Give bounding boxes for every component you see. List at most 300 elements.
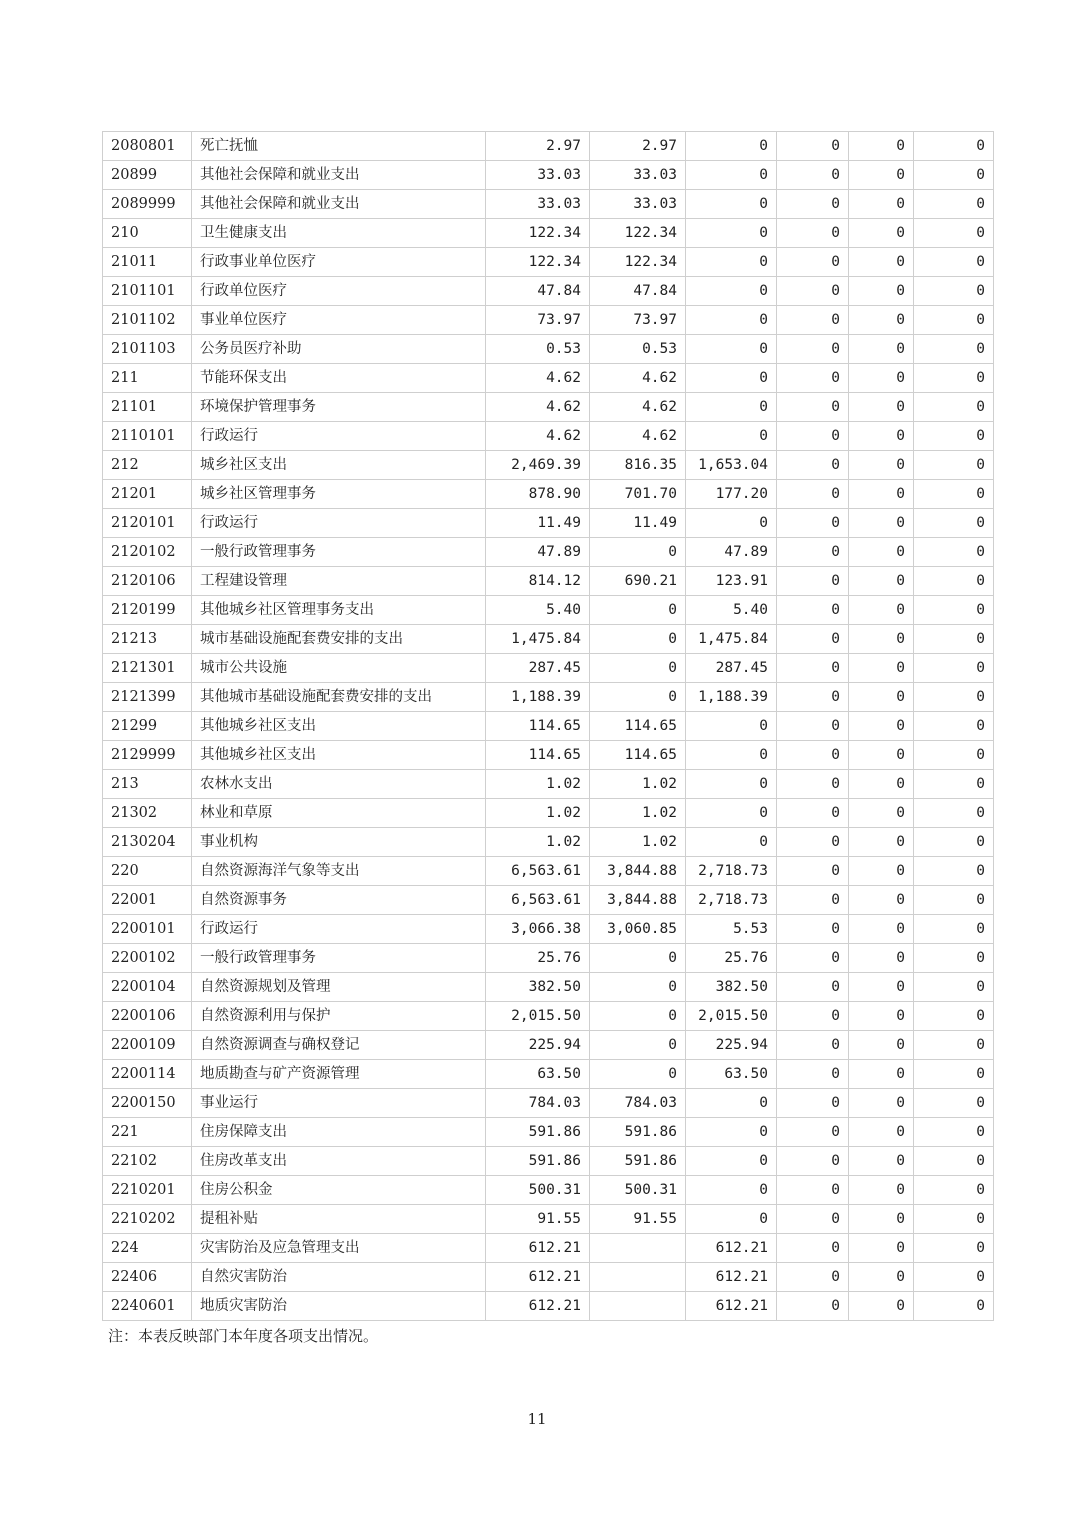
basic-expenditure-cell: 47.84 xyxy=(590,277,686,306)
basic-expenditure-cell: 591.86 xyxy=(590,1118,686,1147)
other-cell-2: 0 xyxy=(849,915,914,944)
item-name-cell: 其他城乡社区支出 xyxy=(192,741,486,770)
other-cell-1: 0 xyxy=(777,857,849,886)
basic-expenditure-cell: 122.34 xyxy=(590,219,686,248)
account-code-cell: 2240601 xyxy=(103,1292,192,1321)
table-row xyxy=(103,770,994,799)
item-name-cell: 城市基础设施配套费安排的支出 xyxy=(192,625,486,654)
total-cell: 4.62 xyxy=(486,422,590,451)
account-code-cell: 21299 xyxy=(103,712,192,741)
account-code-cell: 2130204 xyxy=(103,828,192,857)
project-expenditure-cell: 0 xyxy=(686,799,777,828)
project-expenditure-cell: 0 xyxy=(686,741,777,770)
item-name-cell: 环境保护管理事务 xyxy=(192,393,486,422)
other-cell-3: 0 xyxy=(914,886,994,915)
other-cell-3: 0 xyxy=(914,1205,994,1234)
other-cell-1: 0 xyxy=(777,973,849,1002)
basic-expenditure-cell: 114.65 xyxy=(590,741,686,770)
other-cell-1: 0 xyxy=(777,393,849,422)
total-cell: 122.34 xyxy=(486,248,590,277)
total-cell: 91.55 xyxy=(486,1205,590,1234)
account-code-cell: 2121301 xyxy=(103,654,192,683)
other-cell-3: 0 xyxy=(914,190,994,219)
table-row xyxy=(103,1292,994,1321)
other-cell-3: 0 xyxy=(914,799,994,828)
other-cell-2: 0 xyxy=(849,335,914,364)
table-row xyxy=(103,1263,994,1292)
other-cell-1: 0 xyxy=(777,132,849,161)
project-expenditure-cell: 0 xyxy=(686,509,777,538)
basic-expenditure-cell: 11.49 xyxy=(590,509,686,538)
project-expenditure-cell: 0 xyxy=(686,1118,777,1147)
project-expenditure-cell: 5.53 xyxy=(686,915,777,944)
basic-expenditure-cell: 0.53 xyxy=(590,335,686,364)
basic-expenditure-cell: 0 xyxy=(590,973,686,1002)
table-row xyxy=(103,1205,994,1234)
other-cell-3: 0 xyxy=(914,1060,994,1089)
other-cell-1: 0 xyxy=(777,248,849,277)
table-row xyxy=(103,741,994,770)
table-row xyxy=(103,915,994,944)
account-code-cell: 212 xyxy=(103,451,192,480)
other-cell-3: 0 xyxy=(914,219,994,248)
account-code-cell: 21302 xyxy=(103,799,192,828)
other-cell-2: 0 xyxy=(849,422,914,451)
item-name-cell: 其他社会保障和就业支出 xyxy=(192,161,486,190)
item-name-cell: 一般行政管理事务 xyxy=(192,944,486,973)
basic-expenditure-cell: 591.86 xyxy=(590,1147,686,1176)
basic-expenditure-cell: 816.35 xyxy=(590,451,686,480)
basic-expenditure-cell xyxy=(590,1292,686,1321)
account-code-cell: 2120106 xyxy=(103,567,192,596)
item-name-cell: 事业机构 xyxy=(192,828,486,857)
other-cell-1: 0 xyxy=(777,741,849,770)
basic-expenditure-cell: 690.21 xyxy=(590,567,686,596)
other-cell-1: 0 xyxy=(777,625,849,654)
project-expenditure-cell: 2,718.73 xyxy=(686,857,777,886)
other-cell-2: 0 xyxy=(849,1234,914,1263)
other-cell-3: 0 xyxy=(914,480,994,509)
other-cell-1: 0 xyxy=(777,596,849,625)
total-cell: 878.90 xyxy=(486,480,590,509)
account-code-cell: 21101 xyxy=(103,393,192,422)
total-cell: 11.49 xyxy=(486,509,590,538)
other-cell-1: 0 xyxy=(777,1060,849,1089)
total-cell: 382.50 xyxy=(486,973,590,1002)
other-cell-1: 0 xyxy=(777,509,849,538)
other-cell-2: 0 xyxy=(849,393,914,422)
other-cell-3: 0 xyxy=(914,393,994,422)
other-cell-3: 0 xyxy=(914,161,994,190)
account-code-cell: 2120199 xyxy=(103,596,192,625)
other-cell-3: 0 xyxy=(914,654,994,683)
total-cell: 0.53 xyxy=(486,335,590,364)
other-cell-3: 0 xyxy=(914,915,994,944)
item-name-cell: 灾害防治及应急管理支出 xyxy=(192,1234,486,1263)
total-cell: 591.86 xyxy=(486,1118,590,1147)
other-cell-1: 0 xyxy=(777,451,849,480)
other-cell-1: 0 xyxy=(777,683,849,712)
project-expenditure-cell: 0 xyxy=(686,393,777,422)
item-name-cell: 提租补贴 xyxy=(192,1205,486,1234)
basic-expenditure-cell: 0 xyxy=(590,683,686,712)
total-cell: 3,066.38 xyxy=(486,915,590,944)
other-cell-2: 0 xyxy=(849,1118,914,1147)
account-code-cell: 22102 xyxy=(103,1147,192,1176)
other-cell-1: 0 xyxy=(777,1176,849,1205)
basic-expenditure-cell: 0 xyxy=(590,538,686,567)
expenditure-table-container xyxy=(102,131,993,1321)
table-row xyxy=(103,1118,994,1147)
table-row xyxy=(103,973,994,1002)
table-row xyxy=(103,857,994,886)
account-code-cell: 213 xyxy=(103,770,192,799)
account-code-cell: 21213 xyxy=(103,625,192,654)
account-code-cell: 2080801 xyxy=(103,132,192,161)
account-code-cell: 2200102 xyxy=(103,944,192,973)
total-cell: 784.03 xyxy=(486,1089,590,1118)
total-cell: 612.21 xyxy=(486,1292,590,1321)
project-expenditure-cell: 287.45 xyxy=(686,654,777,683)
item-name-cell: 行政运行 xyxy=(192,422,486,451)
basic-expenditure-cell: 122.34 xyxy=(590,248,686,277)
basic-expenditure-cell: 4.62 xyxy=(590,422,686,451)
account-code-cell: 2089999 xyxy=(103,190,192,219)
total-cell: 6,563.61 xyxy=(486,857,590,886)
other-cell-1: 0 xyxy=(777,190,849,219)
total-cell: 25.76 xyxy=(486,944,590,973)
basic-expenditure-cell: 0 xyxy=(590,1031,686,1060)
other-cell-3: 0 xyxy=(914,712,994,741)
table-row xyxy=(103,596,994,625)
other-cell-2: 0 xyxy=(849,712,914,741)
total-cell: 287.45 xyxy=(486,654,590,683)
basic-expenditure-cell: 114.65 xyxy=(590,712,686,741)
project-expenditure-cell: 0 xyxy=(686,219,777,248)
project-expenditure-cell: 2,718.73 xyxy=(686,886,777,915)
project-expenditure-cell: 0 xyxy=(686,1147,777,1176)
total-cell: 591.86 xyxy=(486,1147,590,1176)
account-code-cell: 2120102 xyxy=(103,538,192,567)
table-row xyxy=(103,944,994,973)
basic-expenditure-cell xyxy=(590,1234,686,1263)
table-row xyxy=(103,161,994,190)
project-expenditure-cell: 1,188.39 xyxy=(686,683,777,712)
other-cell-2: 0 xyxy=(849,277,914,306)
item-name-cell: 工程建设管理 xyxy=(192,567,486,596)
other-cell-2: 0 xyxy=(849,364,914,393)
other-cell-1: 0 xyxy=(777,1234,849,1263)
other-cell-1: 0 xyxy=(777,654,849,683)
other-cell-3: 0 xyxy=(914,1292,994,1321)
basic-expenditure-cell: 0 xyxy=(590,596,686,625)
basic-expenditure-cell: 0 xyxy=(590,1060,686,1089)
other-cell-2: 0 xyxy=(849,886,914,915)
item-name-cell: 住房保障支出 xyxy=(192,1118,486,1147)
item-name-cell: 行政运行 xyxy=(192,509,486,538)
table-row xyxy=(103,1031,994,1060)
account-code-cell: 2210202 xyxy=(103,1205,192,1234)
project-expenditure-cell: 123.91 xyxy=(686,567,777,596)
other-cell-3: 0 xyxy=(914,1089,994,1118)
total-cell: 73.97 xyxy=(486,306,590,335)
item-name-cell: 死亡抚恤 xyxy=(192,132,486,161)
other-cell-1: 0 xyxy=(777,770,849,799)
other-cell-3: 0 xyxy=(914,364,994,393)
other-cell-2: 0 xyxy=(849,654,914,683)
project-expenditure-cell: 2,015.50 xyxy=(686,1002,777,1031)
table-row xyxy=(103,799,994,828)
project-expenditure-cell: 0 xyxy=(686,190,777,219)
item-name-cell: 城市公共设施 xyxy=(192,654,486,683)
other-cell-2: 0 xyxy=(849,161,914,190)
account-code-cell: 2110101 xyxy=(103,422,192,451)
project-expenditure-cell: 47.89 xyxy=(686,538,777,567)
total-cell: 122.34 xyxy=(486,219,590,248)
basic-expenditure-cell xyxy=(590,1263,686,1292)
basic-expenditure-cell: 33.03 xyxy=(590,190,686,219)
other-cell-2: 0 xyxy=(849,306,914,335)
item-name-cell: 行政单位医疗 xyxy=(192,277,486,306)
basic-expenditure-cell: 500.31 xyxy=(590,1176,686,1205)
other-cell-1: 0 xyxy=(777,1292,849,1321)
account-code-cell: 220 xyxy=(103,857,192,886)
total-cell: 1.02 xyxy=(486,828,590,857)
expenditure-table xyxy=(102,131,994,1321)
other-cell-3: 0 xyxy=(914,1031,994,1060)
project-expenditure-cell: 612.21 xyxy=(686,1263,777,1292)
table-row xyxy=(103,1089,994,1118)
table-row xyxy=(103,1147,994,1176)
other-cell-2: 0 xyxy=(849,1002,914,1031)
item-name-cell: 自然资源利用与保护 xyxy=(192,1002,486,1031)
account-code-cell: 21201 xyxy=(103,480,192,509)
basic-expenditure-cell: 1.02 xyxy=(590,828,686,857)
account-code-cell: 2200114 xyxy=(103,1060,192,1089)
table-row xyxy=(103,625,994,654)
project-expenditure-cell: 225.94 xyxy=(686,1031,777,1060)
total-cell: 500.31 xyxy=(486,1176,590,1205)
total-cell: 33.03 xyxy=(486,190,590,219)
table-note: 注：本表反映部门本年度各项支出情况。 xyxy=(108,1327,379,1345)
total-cell: 612.21 xyxy=(486,1263,590,1292)
basic-expenditure-cell: 0 xyxy=(590,1002,686,1031)
project-expenditure-cell: 0 xyxy=(686,132,777,161)
table-row xyxy=(103,306,994,335)
project-expenditure-cell: 382.50 xyxy=(686,973,777,1002)
other-cell-3: 0 xyxy=(914,1147,994,1176)
other-cell-3: 0 xyxy=(914,1234,994,1263)
item-name-cell: 其他社会保障和就业支出 xyxy=(192,190,486,219)
account-code-cell: 2200106 xyxy=(103,1002,192,1031)
table-row xyxy=(103,335,994,364)
other-cell-3: 0 xyxy=(914,741,994,770)
other-cell-2: 0 xyxy=(849,1263,914,1292)
account-code-cell: 2200101 xyxy=(103,915,192,944)
total-cell: 1,188.39 xyxy=(486,683,590,712)
total-cell: 1.02 xyxy=(486,799,590,828)
account-code-cell: 221 xyxy=(103,1118,192,1147)
total-cell: 47.89 xyxy=(486,538,590,567)
other-cell-2: 0 xyxy=(849,219,914,248)
other-cell-1: 0 xyxy=(777,277,849,306)
item-name-cell: 地质灾害防治 xyxy=(192,1292,486,1321)
total-cell: 63.50 xyxy=(486,1060,590,1089)
table-row xyxy=(103,712,994,741)
other-cell-1: 0 xyxy=(777,886,849,915)
other-cell-3: 0 xyxy=(914,770,994,799)
table-row xyxy=(103,422,994,451)
other-cell-3: 0 xyxy=(914,422,994,451)
basic-expenditure-cell: 33.03 xyxy=(590,161,686,190)
project-expenditure-cell: 1,653.04 xyxy=(686,451,777,480)
other-cell-1: 0 xyxy=(777,944,849,973)
project-expenditure-cell: 1,475.84 xyxy=(686,625,777,654)
other-cell-3: 0 xyxy=(914,973,994,1002)
other-cell-2: 0 xyxy=(849,857,914,886)
other-cell-1: 0 xyxy=(777,799,849,828)
item-name-cell: 行政事业单位医疗 xyxy=(192,248,486,277)
total-cell: 612.21 xyxy=(486,1234,590,1263)
project-expenditure-cell: 0 xyxy=(686,712,777,741)
other-cell-2: 0 xyxy=(849,799,914,828)
other-cell-3: 0 xyxy=(914,625,994,654)
item-name-cell: 行政运行 xyxy=(192,915,486,944)
project-expenditure-cell: 0 xyxy=(686,277,777,306)
other-cell-3: 0 xyxy=(914,1118,994,1147)
other-cell-2: 0 xyxy=(849,741,914,770)
other-cell-3: 0 xyxy=(914,944,994,973)
other-cell-3: 0 xyxy=(914,451,994,480)
basic-expenditure-cell: 1.02 xyxy=(590,770,686,799)
basic-expenditure-cell: 4.62 xyxy=(590,364,686,393)
table-row xyxy=(103,393,994,422)
other-cell-2: 0 xyxy=(849,451,914,480)
other-cell-1: 0 xyxy=(777,538,849,567)
other-cell-2: 0 xyxy=(849,828,914,857)
project-expenditure-cell: 0 xyxy=(686,1205,777,1234)
other-cell-2: 0 xyxy=(849,1031,914,1060)
project-expenditure-cell: 0 xyxy=(686,422,777,451)
project-expenditure-cell: 0 xyxy=(686,161,777,190)
total-cell: 2,015.50 xyxy=(486,1002,590,1031)
basic-expenditure-cell: 0 xyxy=(590,944,686,973)
other-cell-3: 0 xyxy=(914,132,994,161)
table-row xyxy=(103,683,994,712)
item-name-cell: 其他城乡社区支出 xyxy=(192,712,486,741)
account-code-cell: 2121399 xyxy=(103,683,192,712)
account-code-cell: 2101102 xyxy=(103,306,192,335)
other-cell-2: 0 xyxy=(849,1176,914,1205)
total-cell: 4.62 xyxy=(486,393,590,422)
account-code-cell: 22406 xyxy=(103,1263,192,1292)
account-code-cell: 2200104 xyxy=(103,973,192,1002)
other-cell-1: 0 xyxy=(777,915,849,944)
item-name-cell: 城乡社区管理事务 xyxy=(192,480,486,509)
other-cell-1: 0 xyxy=(777,161,849,190)
other-cell-3: 0 xyxy=(914,306,994,335)
account-code-cell: 2101101 xyxy=(103,277,192,306)
other-cell-2: 0 xyxy=(849,596,914,625)
basic-expenditure-cell: 1.02 xyxy=(590,799,686,828)
other-cell-3: 0 xyxy=(914,277,994,306)
item-name-cell: 自然资源规划及管理 xyxy=(192,973,486,1002)
basic-expenditure-cell: 701.70 xyxy=(590,480,686,509)
other-cell-3: 0 xyxy=(914,509,994,538)
other-cell-3: 0 xyxy=(914,596,994,625)
basic-expenditure-cell: 784.03 xyxy=(590,1089,686,1118)
item-name-cell: 住房改革支出 xyxy=(192,1147,486,1176)
account-code-cell: 20899 xyxy=(103,161,192,190)
other-cell-1: 0 xyxy=(777,1118,849,1147)
item-name-cell: 城乡社区支出 xyxy=(192,451,486,480)
other-cell-2: 0 xyxy=(849,973,914,1002)
basic-expenditure-cell: 73.97 xyxy=(590,306,686,335)
other-cell-1: 0 xyxy=(777,335,849,364)
total-cell: 114.65 xyxy=(486,741,590,770)
item-name-cell: 住房公积金 xyxy=(192,1176,486,1205)
other-cell-3: 0 xyxy=(914,1176,994,1205)
other-cell-1: 0 xyxy=(777,712,849,741)
table-row xyxy=(103,886,994,915)
item-name-cell: 林业和草原 xyxy=(192,799,486,828)
table-row xyxy=(103,219,994,248)
basic-expenditure-cell: 3,844.88 xyxy=(590,857,686,886)
other-cell-2: 0 xyxy=(849,567,914,596)
project-expenditure-cell: 177.20 xyxy=(686,480,777,509)
other-cell-1: 0 xyxy=(777,1031,849,1060)
total-cell: 114.65 xyxy=(486,712,590,741)
other-cell-2: 0 xyxy=(849,1292,914,1321)
account-code-cell: 2120101 xyxy=(103,509,192,538)
other-cell-2: 0 xyxy=(849,509,914,538)
other-cell-2: 0 xyxy=(849,248,914,277)
other-cell-2: 0 xyxy=(849,1060,914,1089)
other-cell-3: 0 xyxy=(914,567,994,596)
other-cell-3: 0 xyxy=(914,828,994,857)
account-code-cell: 211 xyxy=(103,364,192,393)
item-name-cell: 事业运行 xyxy=(192,1089,486,1118)
project-expenditure-cell: 0 xyxy=(686,335,777,364)
project-expenditure-cell: 0 xyxy=(686,1176,777,1205)
table-row xyxy=(103,480,994,509)
table-row xyxy=(103,132,994,161)
total-cell: 6,563.61 xyxy=(486,886,590,915)
table-row xyxy=(103,538,994,567)
project-expenditure-cell: 0 xyxy=(686,248,777,277)
total-cell: 225.94 xyxy=(486,1031,590,1060)
basic-expenditure-cell: 3,060.85 xyxy=(590,915,686,944)
other-cell-3: 0 xyxy=(914,1263,994,1292)
total-cell: 1.02 xyxy=(486,770,590,799)
project-expenditure-cell: 5.40 xyxy=(686,596,777,625)
table-row xyxy=(103,1176,994,1205)
other-cell-2: 0 xyxy=(849,1089,914,1118)
total-cell: 33.03 xyxy=(486,161,590,190)
basic-expenditure-cell: 0 xyxy=(590,654,686,683)
other-cell-3: 0 xyxy=(914,683,994,712)
table-row xyxy=(103,654,994,683)
total-cell: 47.84 xyxy=(486,277,590,306)
total-cell: 814.12 xyxy=(486,567,590,596)
item-name-cell: 卫生健康支出 xyxy=(192,219,486,248)
project-expenditure-cell: 63.50 xyxy=(686,1060,777,1089)
other-cell-2: 0 xyxy=(849,480,914,509)
other-cell-1: 0 xyxy=(777,567,849,596)
total-cell: 5.40 xyxy=(486,596,590,625)
basic-expenditure-cell: 2.97 xyxy=(590,132,686,161)
page-number: 11 xyxy=(527,1410,547,1428)
